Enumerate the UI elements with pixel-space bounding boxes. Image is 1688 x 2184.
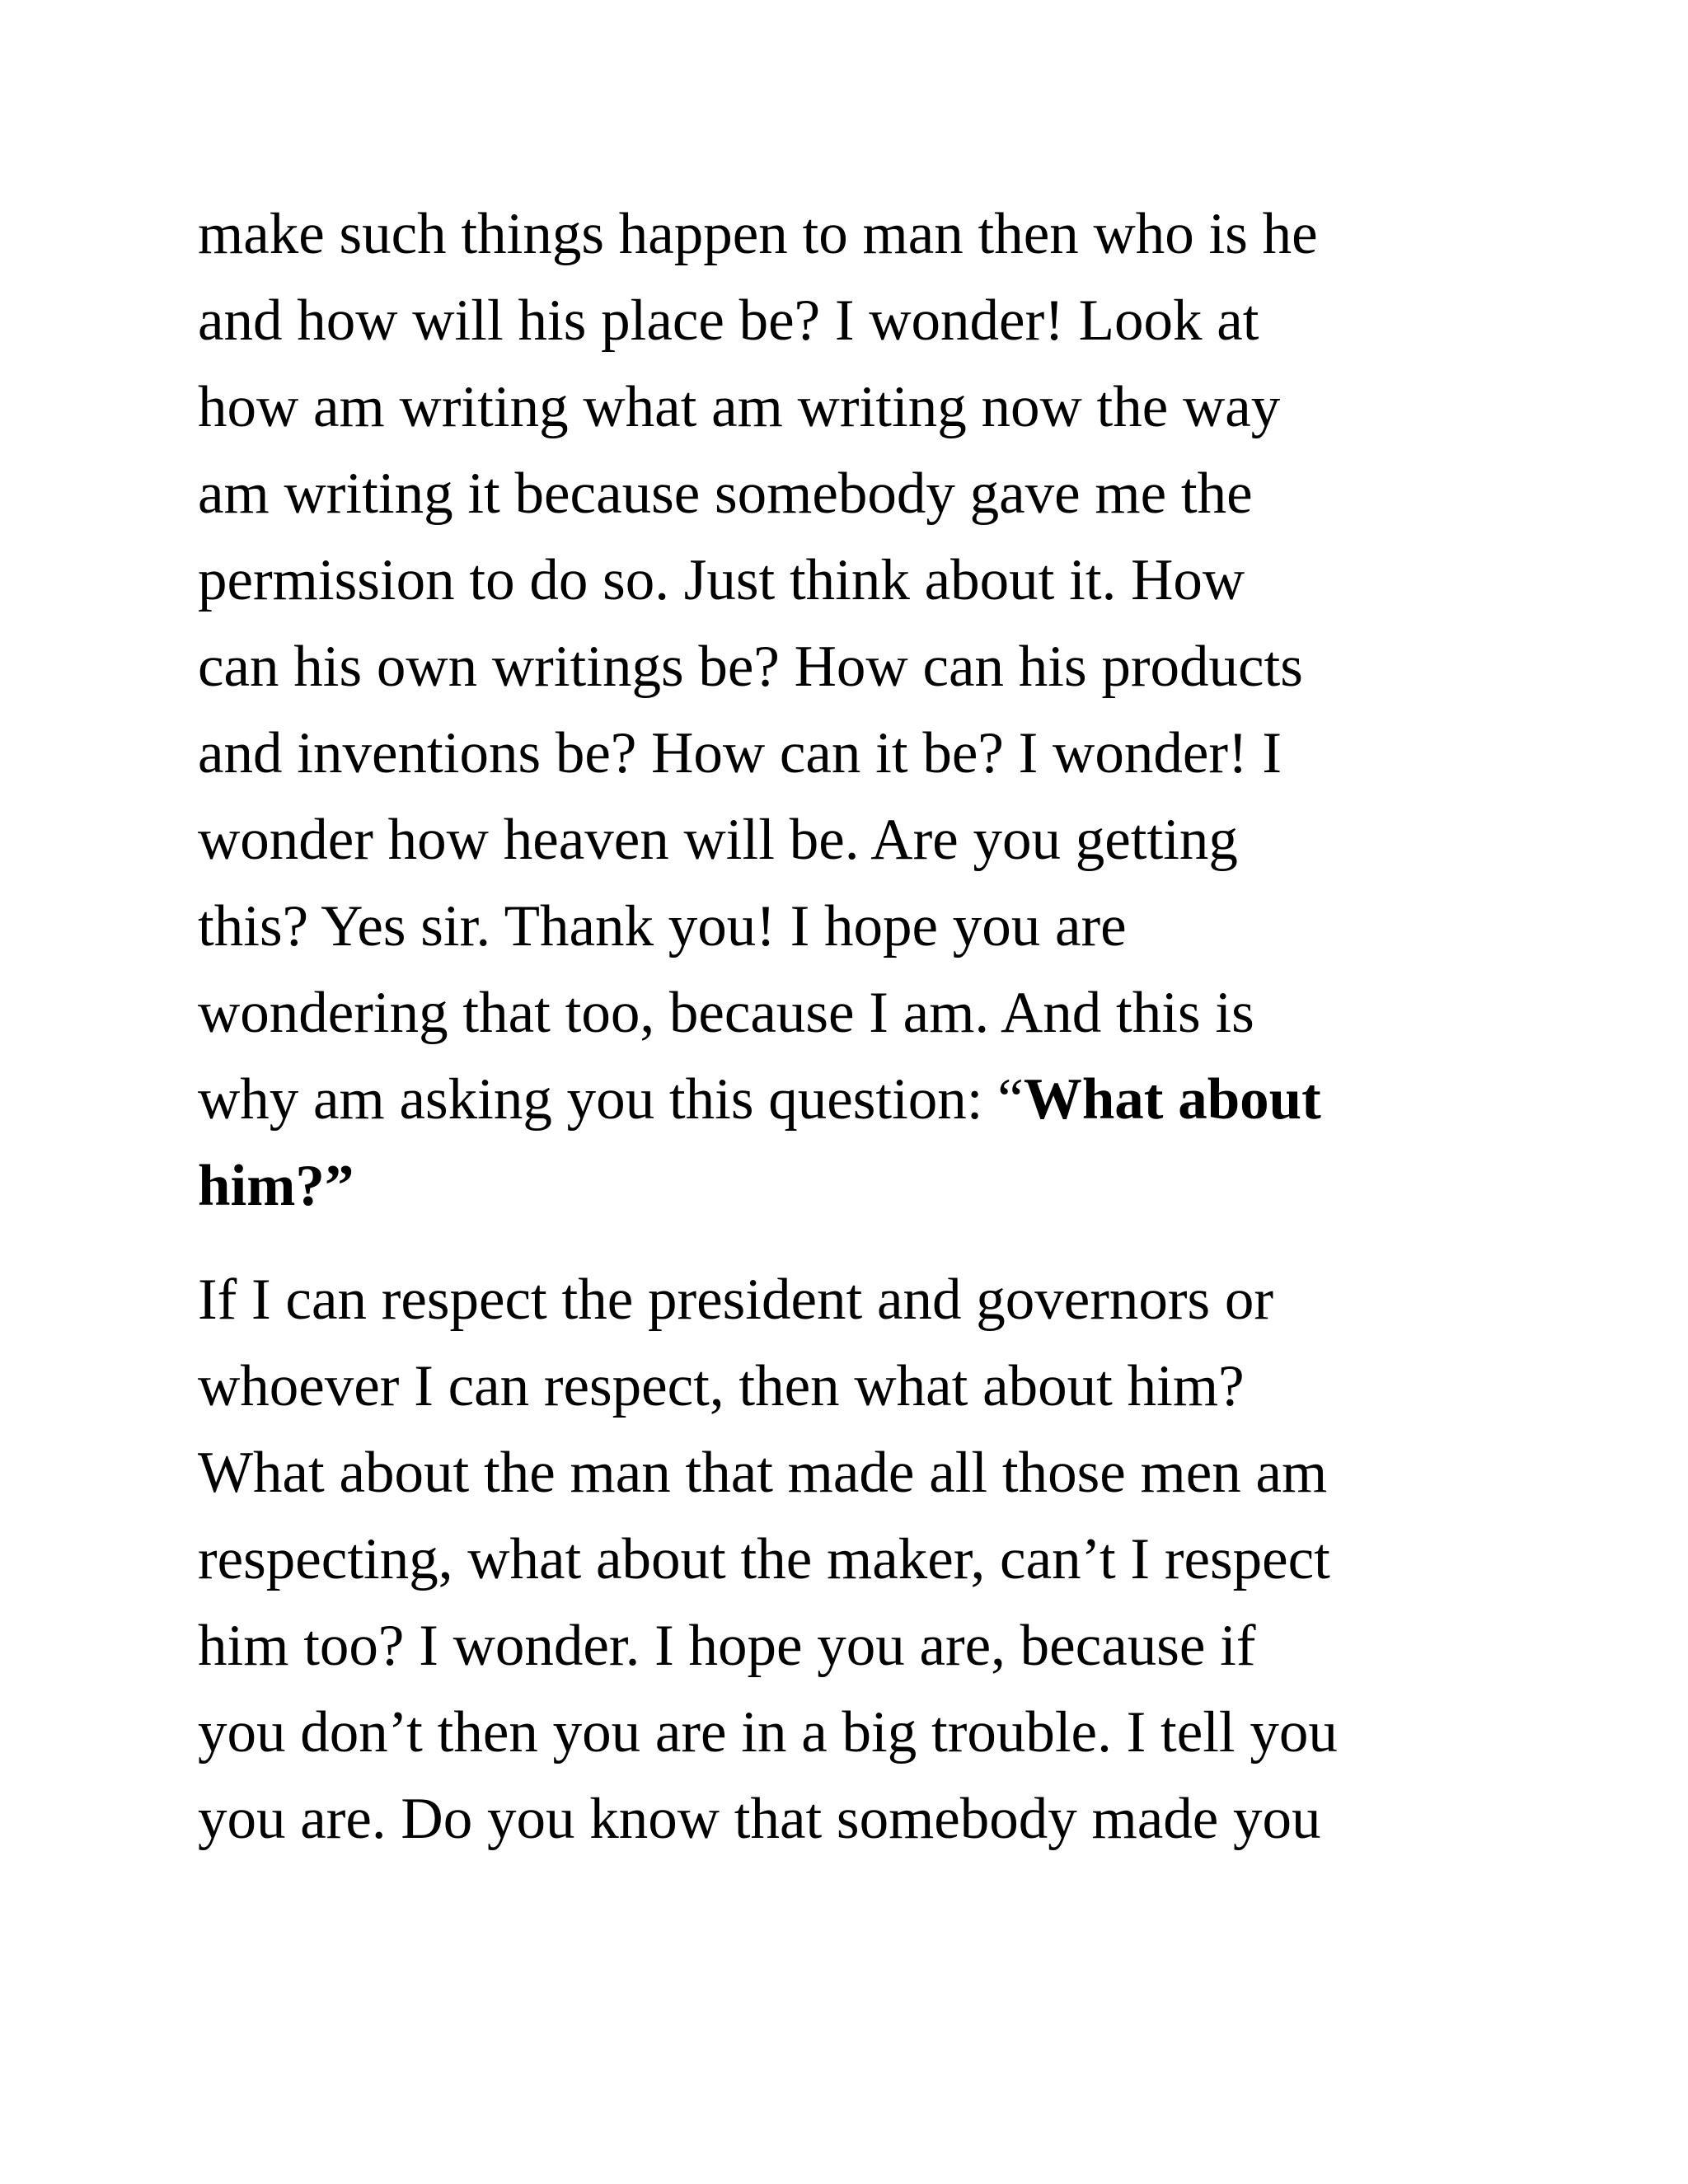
text-line: wonder how heaven will be. Are you getting	[198, 808, 1238, 872]
text-line: whoever I can respect, then what about him?	[198, 1354, 1245, 1418]
text-line: What about the man that made all those men am	[198, 1441, 1328, 1505]
bold-question-part-2: him?”	[198, 1154, 354, 1218]
paragraph-2	[198, 1257, 1533, 1863]
text-line: you are. Do you know that somebody made you	[198, 1787, 1321, 1851]
text-line: respecting, what about the maker, can’t I respect	[198, 1527, 1330, 1591]
text-line: you don’t then you are in a big trouble. I tell you	[198, 1700, 1338, 1765]
bold-question-part-1: What about	[1023, 1067, 1321, 1132]
text-line: him too? I wonder. I hope you are, because if	[198, 1614, 1256, 1678]
text-line: make such things happen to man then who is he	[198, 202, 1318, 266]
paragraph-1	[198, 191, 1533, 1230]
text-line: can his own writings be? How can his products	[198, 635, 1303, 699]
text-line: how am writing what am writing now the way	[198, 375, 1281, 439]
text-line: permission to do so. Just think about it. How	[198, 548, 1245, 612]
text-line	[198, 1057, 1533, 1143]
text-line: wondering that too, because I am. And this is	[198, 981, 1254, 1045]
text-line: and how will his place be? I wonder! Look at	[198, 288, 1259, 353]
text-line: this? Yes sir. Thank you! I hope you are	[198, 894, 1127, 958]
text-line: and inventions be? How can it be? I wonder! I	[198, 721, 1282, 785]
text-line: am writing it because somebody gave me the	[198, 462, 1253, 526]
text-line: If I can respect the president and governors or	[198, 1268, 1274, 1332]
question-lead-in: why am asking you this question: “	[198, 1067, 1024, 1132]
